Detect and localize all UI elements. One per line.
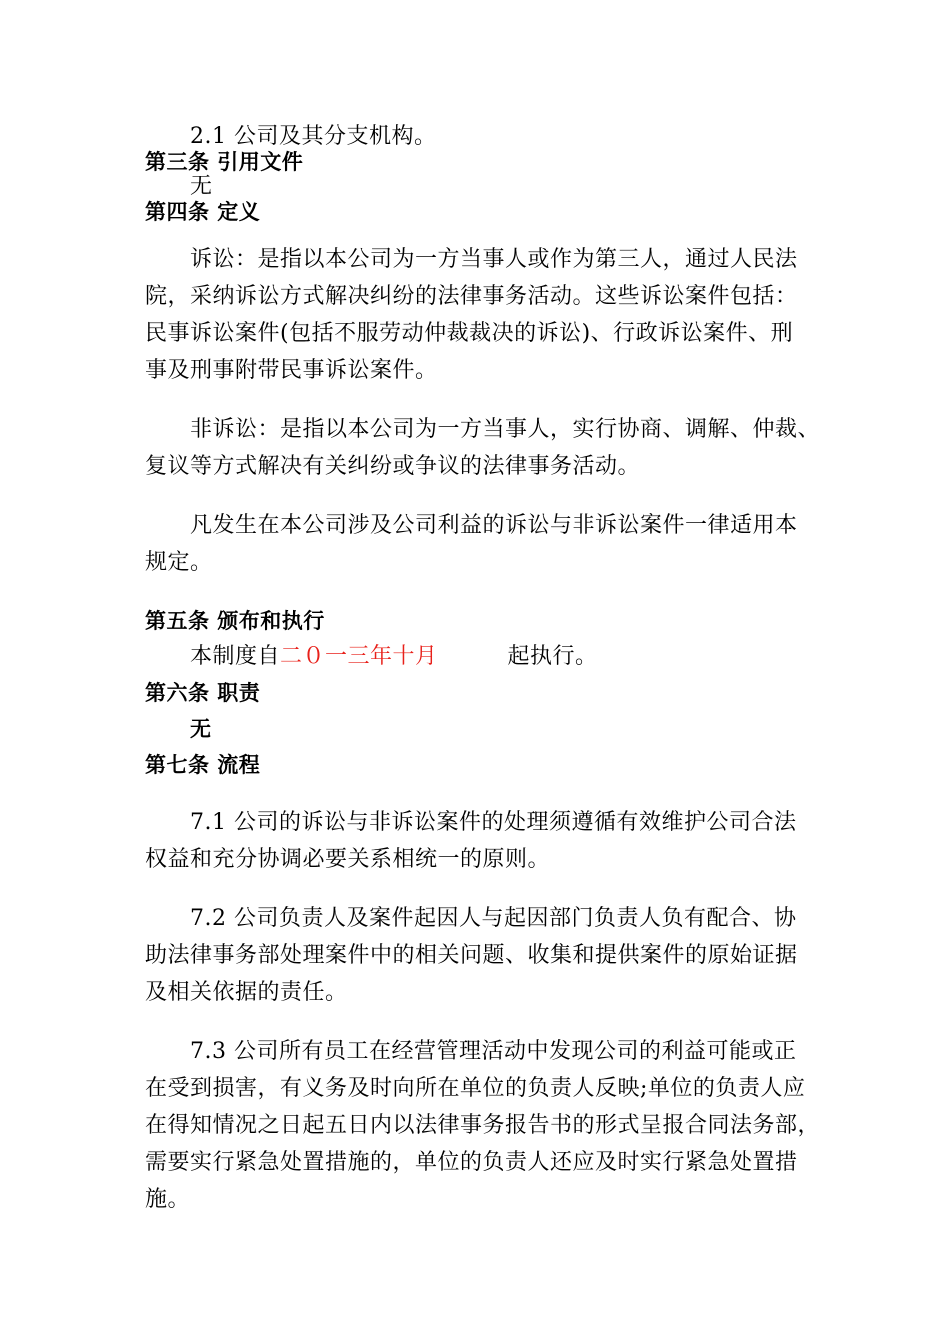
clause-7-3-line: 需要实行紧急处置措施的，单位的负责人还应及时实行紧急处置措 <box>145 1150 798 1175</box>
heading-article-6: 第六条 职责 <box>145 681 261 705</box>
clause-7-3-line: 在受到损害，有义务及时向所在单位的负责人反映;单位的负责人应 <box>145 1076 806 1101</box>
effective-date-prefix: 本制度自 <box>190 644 281 669</box>
heading-article-3: 第三条 引用文件 <box>145 150 304 174</box>
clause-7-3-line: 在得知情况之日起五日内以法律事务报告书的形式呈报合同法务部， <box>145 1113 821 1138</box>
clause-7-3-line: 施。 <box>145 1187 191 1212</box>
applicability-line: 凡发生在本公司涉及公司利益的诉讼与非诉讼案件一律适用本 <box>190 513 798 538</box>
clause-7-2-line: 7.2 公司负责人及案件起因人与起因部门负责人负有配合、协 <box>190 906 797 931</box>
definition-non-litigation-line: 复议等方式解决有关纠纷或争议的法律事务活动。 <box>145 454 641 479</box>
effective-date-suffix: 起执行。 <box>507 644 598 669</box>
clause-2-1: 2.1 公司及其分支机构。 <box>190 124 437 149</box>
article-3-body: 无 <box>190 174 213 199</box>
heading-article-4: 第四条 定义 <box>145 200 261 224</box>
clause-7-1-line: 权益和充分协调必要关系相统一的原则。 <box>145 847 551 872</box>
effective-date: 二０一三年十月 <box>280 644 438 669</box>
article-6-body: 无 <box>190 717 212 741</box>
clause-7-1-line: 7.1 公司的诉讼与非诉讼案件的处理须遵循有效维护公司合法 <box>190 810 797 835</box>
heading-article-7: 第七条 流程 <box>145 753 261 777</box>
definition-litigation-line: 院，采纳诉讼方式解决纠纷的法律事务活动。这些诉讼案件包括： <box>145 284 798 309</box>
effective-date-line <box>190 642 598 672</box>
definition-litigation-line: 民事诉讼案件(包括不服劳动仲裁裁决的诉讼)、行政诉讼案件、刑 <box>145 321 794 346</box>
clause-7-2-line: 助法律事务部处理案件中的相关问题、收集和提供案件的原始证据 <box>145 943 798 968</box>
definition-litigation-line: 事及刑事附带民事诉讼案件。 <box>145 358 438 383</box>
definition-non-litigation-line: 非诉讼：是指以本公司为一方当事人，实行协商、调解、仲裁、 <box>190 417 821 442</box>
definition-litigation-line: 诉讼：是指以本公司为一方当事人或作为第三人，通过人民法 <box>190 247 798 272</box>
clause-7-2-line: 及相关依据的责任。 <box>145 980 348 1005</box>
clause-7-3-line: 7.3 公司所有员工在经营管理活动中发现公司的利益可能或正 <box>190 1039 797 1064</box>
heading-article-5: 第五条 颁布和执行 <box>145 609 325 633</box>
applicability-line: 规定。 <box>145 550 213 575</box>
